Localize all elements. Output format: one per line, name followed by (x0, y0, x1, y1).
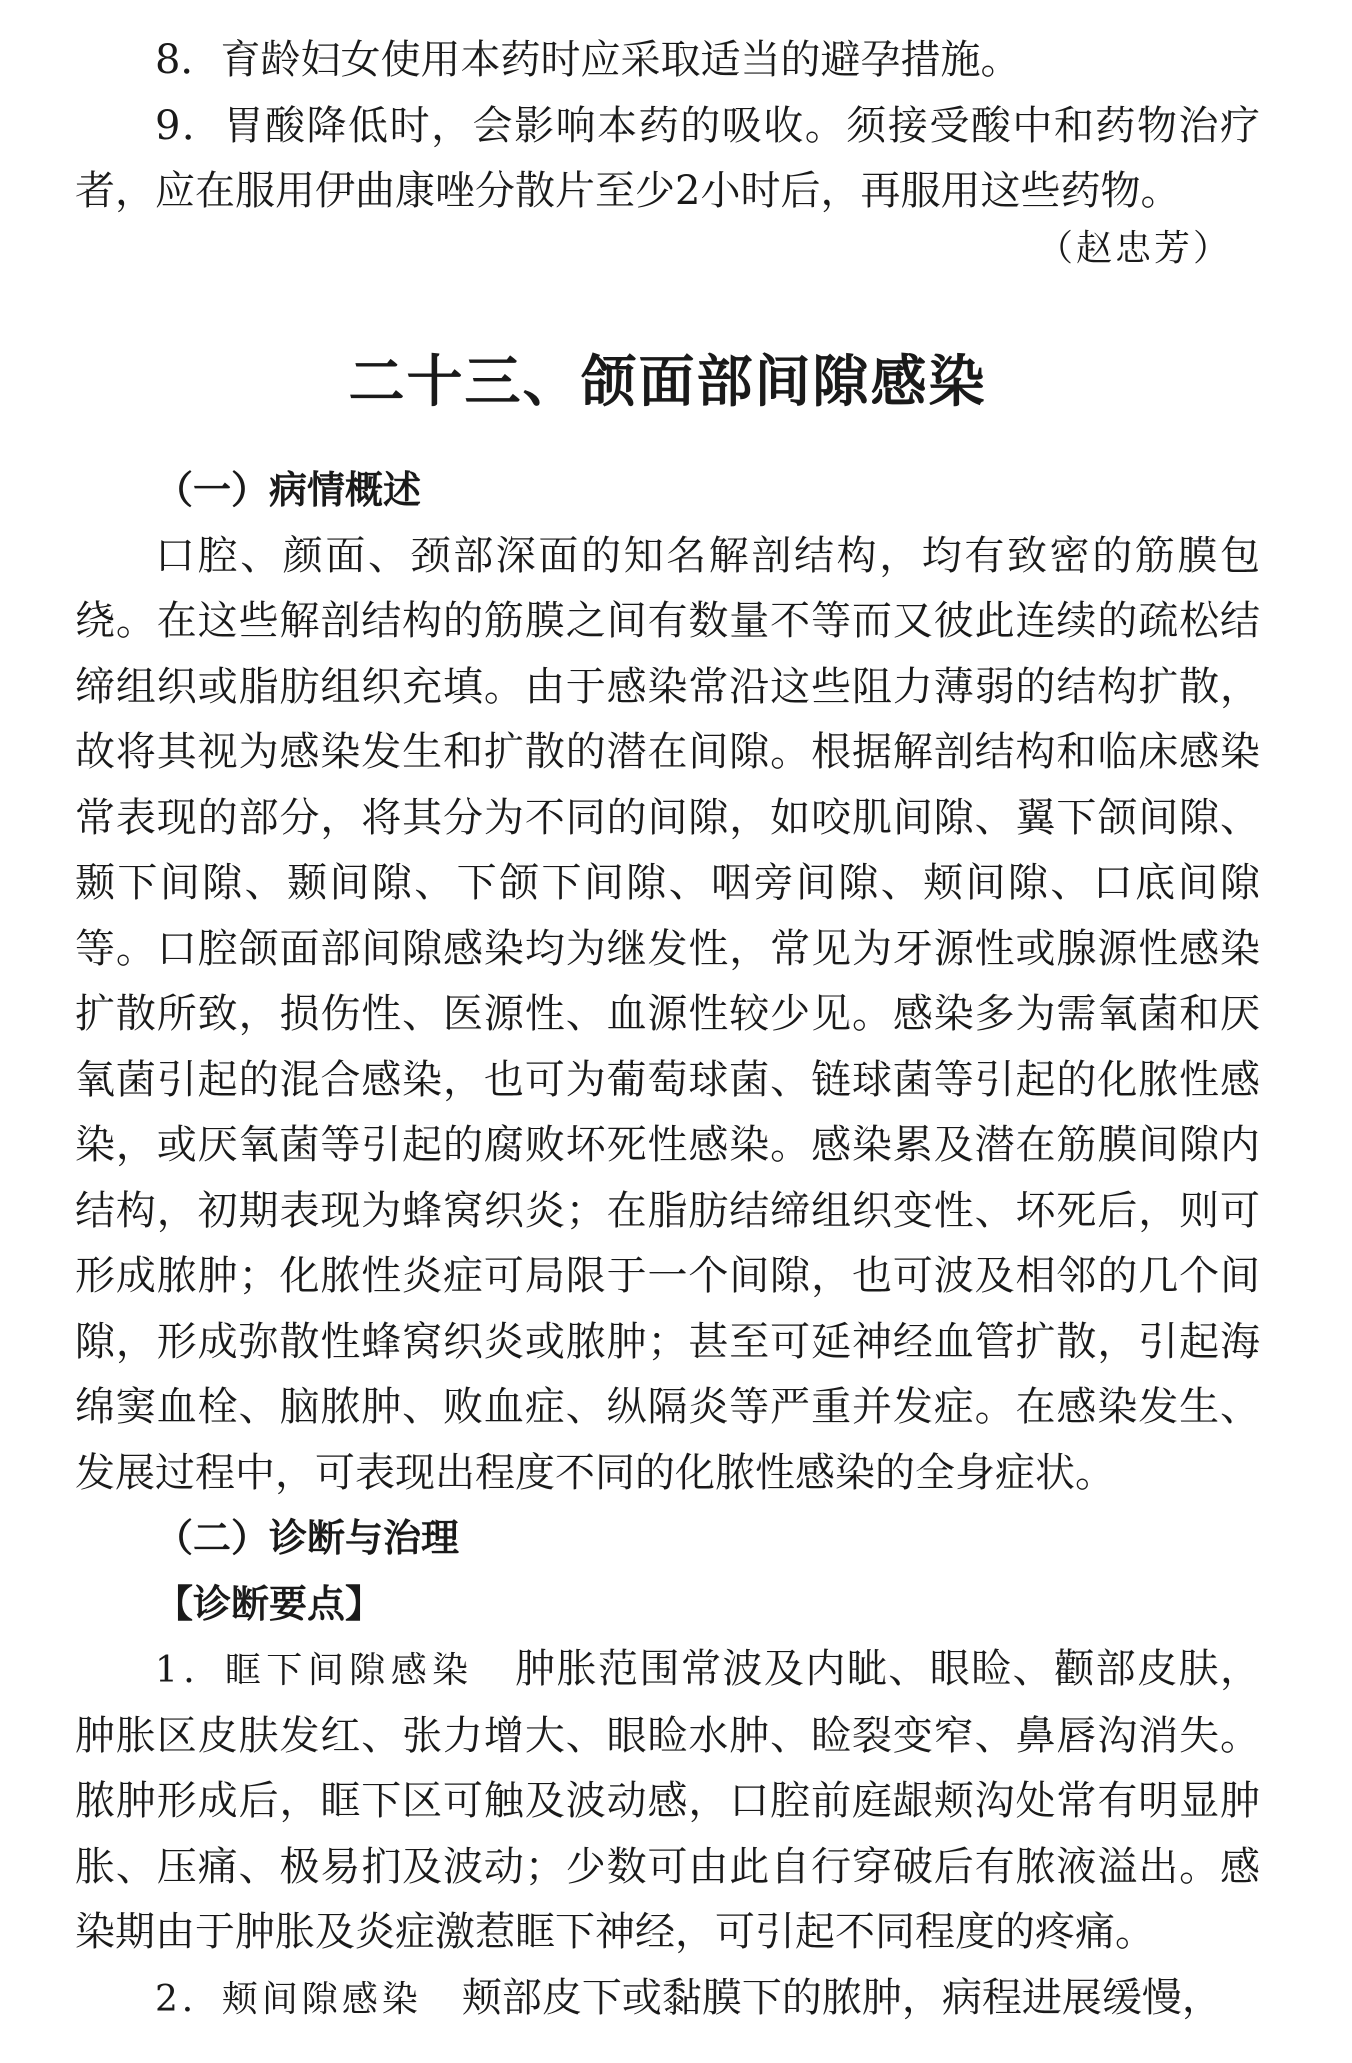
item-2-text: 颊部皮下或黏膜下的脓肿，病程进展缓慢， (421, 1974, 1222, 2021)
chapter-title: 二十三、颌面部间隙感染 (348, 350, 987, 415)
item-1-label: 1．眶下间隙感染 (155, 1650, 474, 1691)
section-heading-diagnosis: （二）诊断与治理 (155, 1516, 460, 1560)
previous-section-tail (75, 28, 1260, 225)
subheading-diagnosis-points: 【诊断要点】 (155, 1581, 384, 1626)
section-heading-overview: （一）病情概述 (155, 468, 422, 512)
item-1-text: 肿胀范围常波及内眦、眼睑、颧部皮肤，肿胀区皮肤发红、张力增大、眼睑水肿、睑裂变窄、鼻唇沟消失。脓肿形成后，眶下区可触及波动感，口腔前庭龈颊沟处常有明显肿胀、压痛、极易扪及波动；少数可由此自行穿破后有脓液溢出。感染期由于肿胀及炎症激惹眶下神经，可引起不同程度的疼痛。 (75, 1646, 1261, 1955)
note-8: 8．育龄妇女使用本药时应采取适当的避孕措施。 (155, 37, 1021, 83)
diagnosis-item-2 (75, 1966, 1260, 2033)
author-signature: （赵忠芳） (1036, 228, 1232, 269)
chapter-body (75, 458, 1260, 2032)
diagnosis-item-1 (75, 1637, 1260, 1966)
item-2-label: 2．颊间隙感染 (155, 1978, 422, 2020)
overview-paragraph: 口腔、颜面、颈部深面的知名解剖结构，均有致密的筋膜包绕。在这些解剖结构的筋膜之间有数量不等而又彼此连续的疏松结缔组织或脂肪组织充填。由于感染常沿这些阻力薄弱的结构扩散，故将其视为感染发生和扩散的潜在间隙。根据解剖结构和临床感染常表现的部分，将其分为不同的间隙，如咬肌间隙、翼下颌间隙、颞下间隙、颞间隙、下颌下间隙、咽旁间隙、颊间隙、口底间隙等。口腔颌面部间隙感染均为继发性，常见为牙源性或腺源性感染扩散所致，损伤性、医源性、血源性较少见。感染多为需氧菌和厌氧菌引起的混合感染，也可为葡萄球菌、链球菌等引起的化脓性感染，或厌氧菌等引起的腐败坏死性感染。感染累及潜在筋膜间隙内结构，初期表现为蜂窝织炎；在脂肪结缔组织变性、坏死后，则可形成脓肿；化脓性炎症可局限于一个间隙，也可波及相邻的几个间隙，形成弥散性蜂窝织炎或脓肿；甚至可延神经血管扩散，引起海绵窦血栓、脑脓肿、败血症、纵隔炎等严重并发症。在感染发生、发展过程中，可表现出程度不同的化脓性感染的全身症状。 (75, 532, 1260, 1496)
note-9: 9．胃酸降低时，会影响本药的吸收。须接受酸中和药物治疗者，应在服用伊曲康唑分散片至少2小时后，再服用这些药物。 (75, 102, 1260, 214)
